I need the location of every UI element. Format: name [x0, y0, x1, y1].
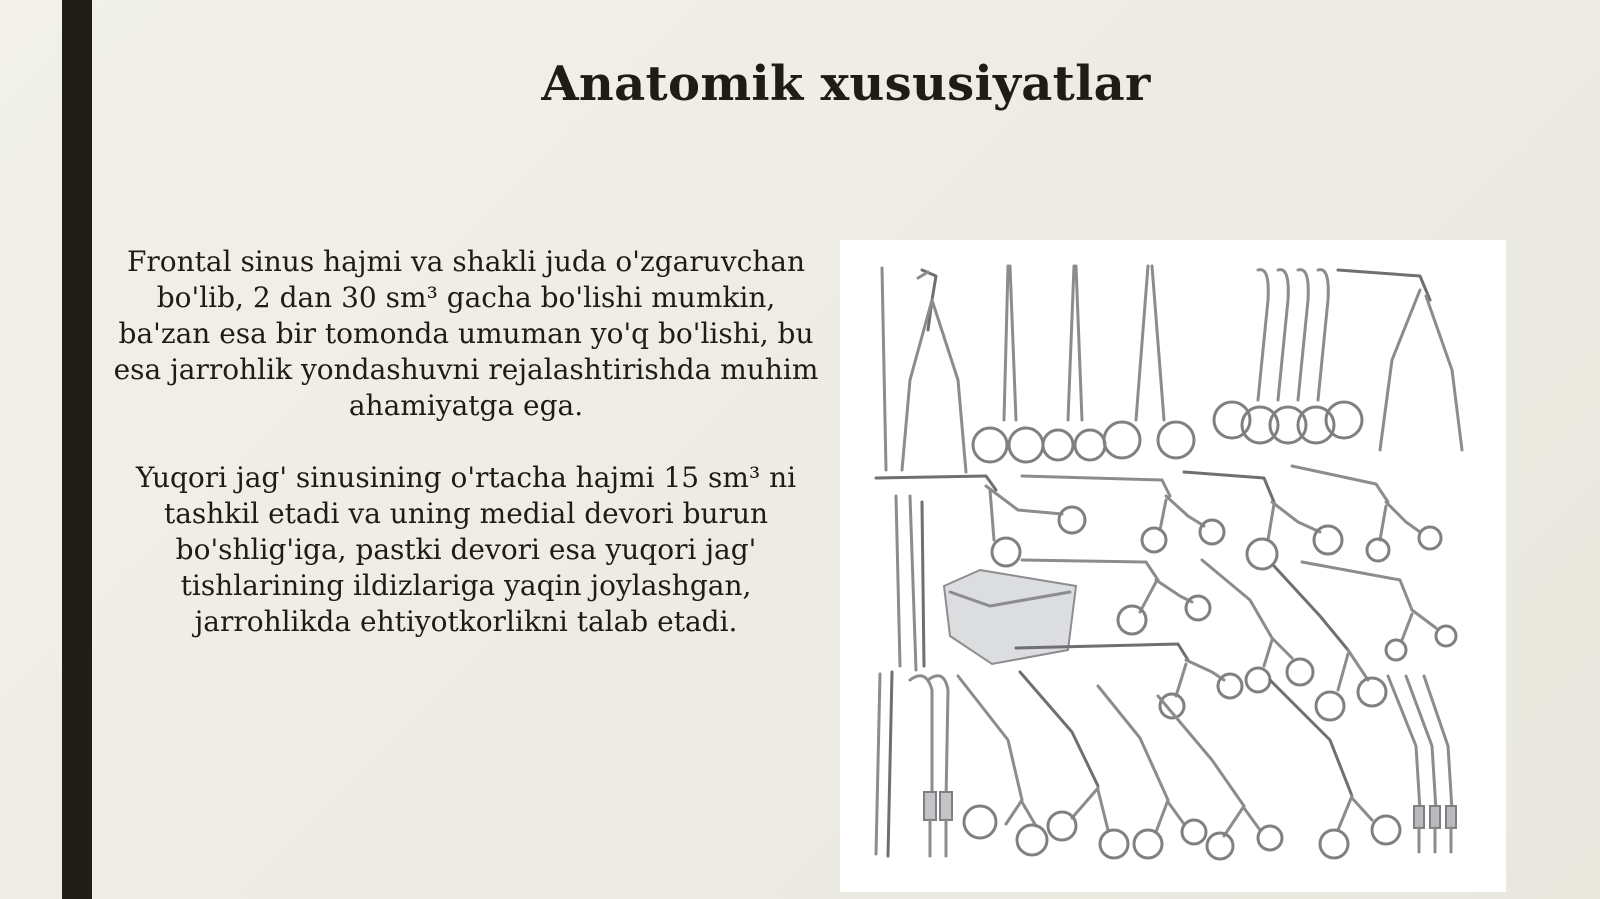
- angled-forceps-1: [876, 476, 1085, 566]
- elevator-4: [876, 674, 880, 854]
- instrument-tray: [944, 570, 1076, 664]
- elevator-3: [922, 502, 924, 666]
- angled-forceps-8: [1302, 562, 1456, 660]
- nasal-speculum: [902, 270, 966, 472]
- scissors-1: [973, 266, 1043, 462]
- forceps-1: [1104, 266, 1194, 458]
- bottom-forceps-2: [1020, 672, 1128, 858]
- bottom-forceps-1: [958, 676, 1047, 855]
- rongeur-large: [1338, 270, 1462, 450]
- surgical-instruments-image: [840, 240, 1506, 892]
- left-accent-bar: [62, 0, 92, 899]
- suction-tubes-left: [910, 676, 952, 856]
- slide-title: Anatomik xususiyatlar: [541, 56, 1151, 112]
- bottom-forceps-3: [1098, 686, 1206, 858]
- elevator-5: [888, 672, 892, 856]
- paragraph-frontal-sinus: Frontal sinus hajmi va shakli juda o'zgaruvchan bo'lib, 2 dan 30 sm³ gacha bo'lishi mumkin, ba'zan esa bir tomonda umuman yo'q bo'lishi, bu esa jarrohlik yondashuvni rejalashtirishda muhim ahamiyatga ega.: [113, 245, 819, 422]
- bottom-forceps-5: [1270, 680, 1400, 858]
- paragraph-maxillary-sinus: Yuqori jag' sinusining o'rtacha hajmi 15 sm³ ni tashkil etadi va uning medial devori burun bo'shlig'iga, pastki devori esa yuqori jag' tishlarining ildizlariga yaqin joylashgan, jarrohlikda ehtiyotkorlikni talab etadi.: [135, 461, 797, 638]
- slide-body: [108, 244, 824, 676]
- angled-forceps-6: [1202, 560, 1313, 692]
- probe-instrument: [882, 268, 886, 470]
- scissors-2: [1043, 266, 1105, 460]
- instruments-illustration: [840, 240, 1506, 892]
- elevator-2: [910, 496, 916, 670]
- angled-forceps-7: [1274, 566, 1386, 720]
- bottom-forceps-4: [1158, 696, 1282, 859]
- elevator-1: [896, 496, 900, 666]
- clamp-group: [1214, 270, 1362, 443]
